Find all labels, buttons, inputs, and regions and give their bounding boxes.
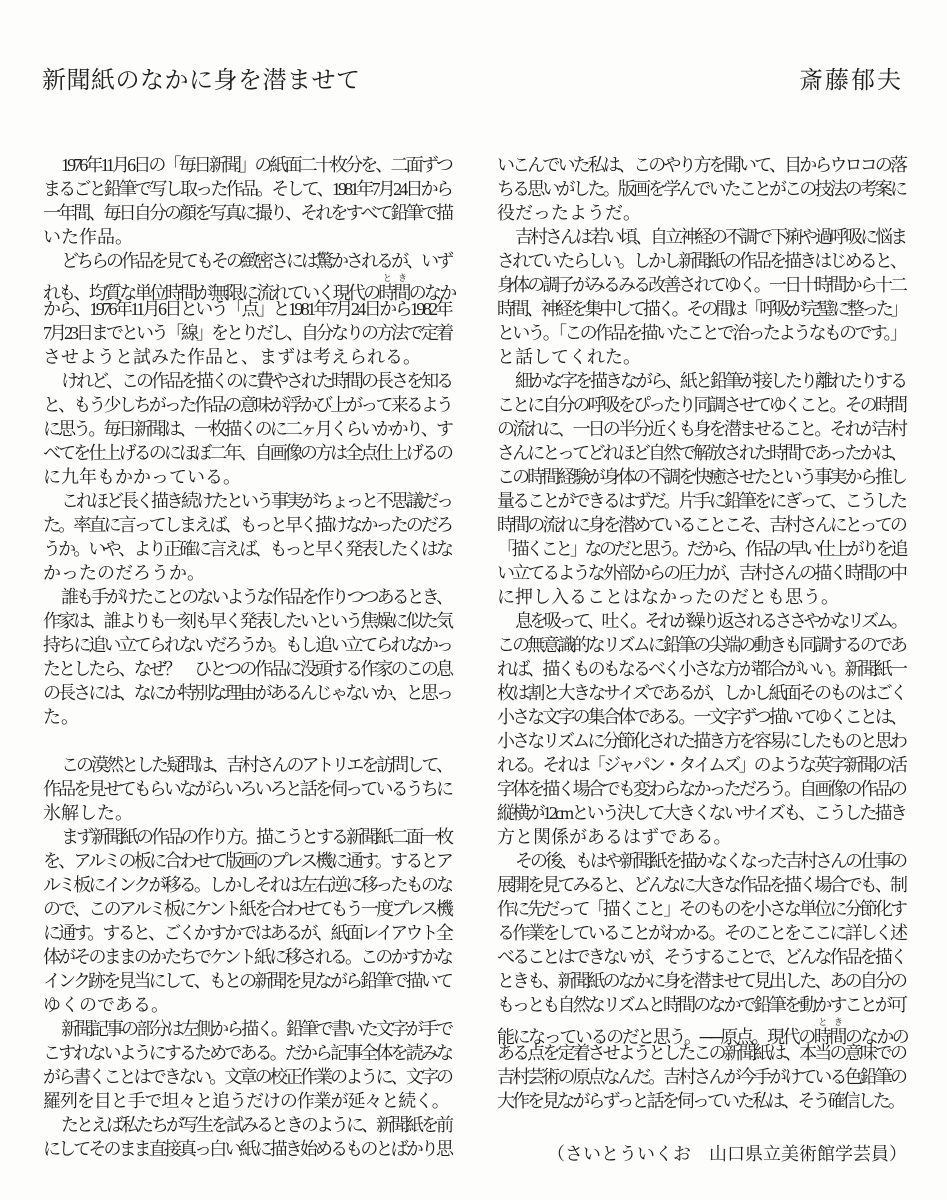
text-line: もっとも自然なリズムと時間のなかで鉛筆を動かすことが可 [497, 995, 905, 1015]
text-line: インク跡を見当にして、もとの新聞を見ながら鉛筆で描いて [43, 971, 451, 991]
text-line: させようと試みた作品と、まずは考えられる。 [43, 347, 421, 367]
text-line: と話してくれた。 [497, 347, 641, 367]
paragraph [43, 1113, 451, 1161]
text-line: この無意識的なリズムに鉛筆の尖端の動きも同調するのであ [497, 635, 905, 655]
text-line: た。率直に言ってしまえば、もっと早く描けなかったのだろ [43, 515, 451, 535]
text-line: 7月23日までという「線」をとりだし、自分なりの方法で定着 [43, 323, 451, 343]
text-line: ある点を定着させようとしたこの新聞紙は、本当の意味での [497, 1043, 905, 1063]
text-line: こすれないようにするためである。だから記事全体を読みな [43, 1043, 451, 1063]
text-line: たとえば私たちが写生を試みるときのように、新聞紙を前 [61, 1115, 451, 1135]
text-line: 「描くこと」なのだと思う。だから、作品の早い仕上がりを追 [497, 539, 905, 559]
text-line: ゆくのである。 [43, 995, 169, 1015]
text-line: たとしたら、なぜ？ ひとつの作品に没頭する作家のこの息 [43, 659, 451, 679]
text-line: 作家は、誰よりも一刻も早く発表したいという焦燥に似た気 [43, 611, 451, 631]
text-line [43, 273, 455, 303]
paragraph-break [43, 729, 451, 753]
paragraph [497, 225, 905, 369]
text-line: の流れに、一日の半分近くも身を潜ませること。それが吉村 [497, 419, 905, 439]
text-line: を、アルミの板に合わせて版画のプレス機に通す。するとア [43, 851, 451, 871]
text-line: 持ちに追い立てられないだろうか。もし追い立てられなかっ [43, 635, 451, 655]
text-line: かったのだろうか。 [43, 563, 205, 583]
text-line: まるごと鉛筆で写し取った作品。そして、1981年7月24日から [43, 179, 451, 199]
paragraph [497, 369, 905, 609]
text-line: 1976年11月6日の「毎日新聞」の紙面二十枚分を、二面ずつ [61, 155, 451, 175]
text-line: に思う。毎日新聞は、一枚描くのに二ヶ月くらいかかり、す [43, 419, 451, 439]
text-line: にしてそのまま直接真っ白い紙に描き始めるものとばかり思 [43, 1139, 451, 1159]
text-line: 大作を見ながらずっと話を伺っていた私は、そう確信した。 [497, 1091, 903, 1111]
text-line: 小さな文字の集合体である。一文字ずつ描いてゆくことは、 [497, 707, 905, 727]
text-line [497, 1017, 908, 1047]
text-line: 縦横が12cmという決して大きくないサイズも、こうした描き [497, 803, 905, 823]
text-line: 役だったようだ。 [497, 203, 641, 223]
text-line: 息を吸って、吐く。それが繰り返されるささやかなリズム。 [515, 611, 905, 631]
text-line: ことに自分の呼吸をぴったり同調させてゆくこと。その時間 [497, 395, 905, 415]
text-line: と、もう少しちがった作品の意味が浮かび上がって来るよう [43, 395, 451, 415]
text-line: べることはできないが、そうすることで、どんな作品を描く [497, 947, 905, 967]
text-line: に通す。すると、ごくかすかではあるが、紙面レイアウト全 [43, 923, 451, 943]
text-line: 氷解した。 [43, 803, 133, 823]
text-line: この漠然とした疑問は、吉村さんのアトリエを訪問して、 [61, 755, 451, 775]
text-segment: のなかの [845, 1027, 908, 1047]
text-line: どちらの作品を見てもその緻密さには驚かされるが、いず [61, 251, 451, 271]
ruby-base: 時間 [378, 283, 409, 303]
text-line: 新聞記事の部分は左側から描く。鉛筆で書いた文字が手で [61, 1019, 451, 1039]
text-line: 時間の流れに身を潜めていることこそ、吉村さんにとっての [497, 515, 905, 535]
text-line: た。 [43, 707, 79, 727]
article-column-left [43, 153, 455, 1161]
author-name: 斎藤郁夫 [799, 68, 903, 94]
text-line: 時間、神経を集中して描く。その間は「呼吸が完璧に整った」 [497, 299, 905, 319]
paragraph [43, 369, 451, 489]
text-line: 吉村さんは若い頃、自立神経の不調で下痢や過呼吸に悩ま [515, 227, 905, 247]
ruby-reading: とき [378, 273, 409, 283]
text-line: 細かな字を描きながら、紙と鉛筆が接したり離れたりする [515, 371, 905, 391]
article-column-right [497, 153, 908, 1113]
text-line: れば、描くものもなるべく小さな方が都合がいい。新聞紙一 [497, 659, 905, 679]
paragraph [43, 1017, 451, 1113]
text-segment: のなか [408, 283, 455, 303]
text-line: ルミ板にインクが移る。しかしそれは左右逆に移ったものな [43, 875, 451, 895]
paragraph [497, 849, 908, 1113]
text-line: 展開を見てみると、どんなに大きな作品を描く場合でも、制 [497, 875, 905, 895]
text-line: その後、もはや新聞紙を描かなくなった吉村さんの仕事の [515, 851, 905, 871]
text-line: 作に先だって「描くこと」そのものを小さな単位に分節化す [497, 899, 905, 919]
text-line: ときも、新聞紙のなかに身を潜ませて見出した、あの自分の [497, 971, 905, 991]
text-line: けれど、この作品を描くのに費やされた時間の長さを知る [61, 371, 451, 391]
text-segment: れも、均質な単位時間が無限に流れていく現代の [43, 283, 379, 303]
text-line: この時間経験が身体の不調を快癒させたという事実から推し [497, 467, 905, 487]
text-line: さんにとってどれほど自然で解放された時間であったかは、 [497, 443, 905, 463]
author-credit: （さいとういくお 山口県立美術館学芸員） [547, 1144, 907, 1164]
text-line: 量ることができるはずだ。片手に鉛筆をにぎって、こうした [497, 491, 905, 511]
text-line: 吉村芸術の原点なんだ。吉村さんが今手がけている色鉛筆の [497, 1067, 905, 1087]
text-line: に九年もかかっている。 [43, 467, 241, 487]
text-line: ので、このアルミ板にケント紙を合わせてもう一度プレス機 [43, 899, 451, 919]
text-line: 作品を見せてもらいながらいろいろと話を伺っているうちに [43, 779, 451, 799]
text-line: 身体の調子がみるみる改善されてゆく。一日十時間から十二 [497, 275, 905, 295]
text-line: 小さなリズムに分節化された描き方を容易にしたものと思わ [497, 731, 905, 751]
paragraph [43, 489, 451, 585]
text-line: べてを仕上げるのにほぼ二年、自画像の方は全点仕上げるの [43, 443, 451, 463]
text-line: これほど長く描き続けたという事実がちょっと不思議だっ [61, 491, 451, 511]
text-line: まず新聞紙の作品の作り方。描こうとする新聞紙二面一枚 [61, 827, 451, 847]
paragraph [43, 585, 451, 753]
text-line: れる。それは「ジャパン・タイムズ」のような英字新聞の活 [497, 755, 905, 775]
text-line: 字体を描く場合でも変わらなかっただろう。自画像の作品の [497, 779, 905, 799]
text-line: 一年間、毎日自分の顔を写真に撮り、それをすべて鉛筆で描 [43, 203, 451, 223]
text-line: 誰も手がけたことのないような作品を作りつつあるとき、 [61, 587, 451, 607]
paragraph [43, 753, 451, 825]
text-line: から、1976年11月6日という「点」と1981年7月24日から1982年 [43, 299, 451, 319]
text-line: されていたらしい。しかし新聞紙の作品を描きはじめると、 [497, 251, 905, 271]
paragraph [497, 609, 905, 849]
text-line: いた作品。 [43, 227, 133, 247]
paragraph [43, 153, 451, 249]
paragraph [497, 153, 905, 225]
text-line: という。「この作品を描いたことで治ったようなものです。」 [497, 323, 905, 343]
paragraph [43, 249, 455, 369]
text-line: うか。いや、より正確に言えば、もっと早く発表したくはな [43, 539, 451, 559]
text-line: 体がそのままのかたちでケント紙に移される。このかすかな [43, 947, 451, 967]
article-title: 新聞紙のなかに身を潜ませて [42, 68, 361, 94]
text-segment: 能になっているのだと思う。──原点。現代の [497, 1027, 814, 1047]
text-line: 羅列を目と手で坦々と追うだけの作業が延々と続く。 [43, 1091, 449, 1111]
text-line: いこんでいた私は、このやり方を聞いて、目からウロコの落 [497, 155, 905, 175]
text-line: い立てるような外部からの圧力が、吉村さんの描く時間の中 [497, 563, 905, 583]
text-line: がら書くことはできない。文章の校正作業のように、文字の [43, 1067, 451, 1087]
paragraph [43, 825, 451, 1017]
ruby-base: 時間 [813, 1027, 846, 1047]
text-line: 方と関係があるはずである。 [497, 827, 732, 847]
ruby-reading: とき [813, 1017, 846, 1027]
text-line: の長さには、なにか特別な理由があるんじゃないか、と思っ [43, 683, 451, 703]
text-line: ちる思いがした。版画を学んでいたことがこの技法の考案に [497, 179, 905, 199]
text-line: 枚は割と大きなサイズであるが、しかし紙面そのものはごく [497, 683, 905, 703]
text-line: に押し入ることはなかったのだとも思う。 [497, 587, 839, 607]
text-line: る作業をしていることがわかる。そのことをここに詳しく述 [497, 923, 905, 943]
